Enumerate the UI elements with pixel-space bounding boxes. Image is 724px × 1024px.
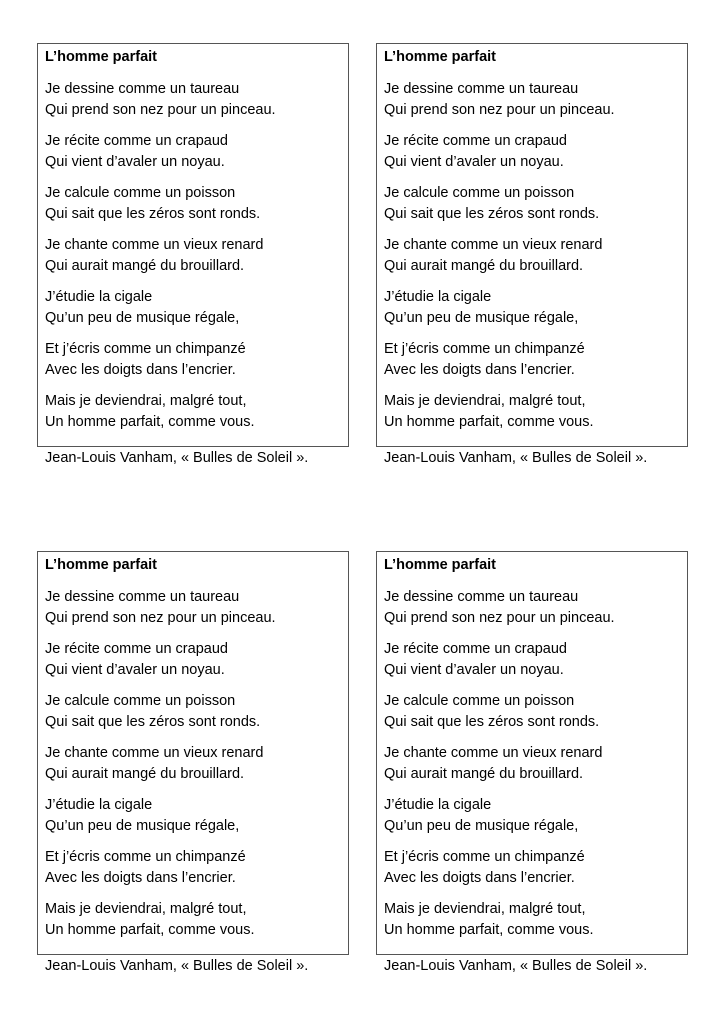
poem-line: Qui vient d’avaler un noyau. bbox=[45, 662, 225, 678]
poem-line: Je calcule comme un poisson bbox=[384, 185, 575, 201]
stanza bbox=[45, 235, 342, 277]
poem-credit: Jean-Louis Vanham, « Bulles de Soleil ». bbox=[384, 450, 648, 466]
stanza bbox=[384, 899, 681, 941]
poem-line: Qui aurait mangé du brouillard. bbox=[45, 258, 245, 274]
stanza bbox=[45, 131, 342, 173]
poem-credit: Jean-Louis Vanham, « Bulles de Soleil ». bbox=[45, 958, 309, 974]
stanza bbox=[384, 587, 681, 629]
poem-line: Mais je deviendrai, malgré tout, bbox=[45, 901, 247, 917]
poem-line: Je chante comme un vieux renard bbox=[384, 237, 603, 253]
stanza bbox=[45, 587, 342, 629]
poem-line: Un homme parfait, comme vous. bbox=[384, 414, 594, 430]
stanza bbox=[45, 899, 342, 941]
poem-line: Je dessine comme un taureau bbox=[45, 81, 240, 97]
stanza bbox=[384, 795, 681, 837]
stanza bbox=[45, 183, 342, 225]
poem-line: Qui sait que les zéros sont ronds. bbox=[45, 206, 261, 222]
stanza bbox=[45, 639, 342, 681]
stanza bbox=[45, 743, 342, 785]
poem-line: Je chante comme un vieux renard bbox=[45, 237, 264, 253]
poem-line: Qu’un peu de musique régale, bbox=[45, 818, 240, 834]
stanza bbox=[384, 183, 681, 225]
poem-title: L’homme parfait bbox=[384, 557, 496, 573]
poem-line: Qu’un peu de musique régale, bbox=[45, 310, 240, 326]
stanza bbox=[384, 847, 681, 889]
poem-line: Qui aurait mangé du brouillard. bbox=[45, 766, 245, 782]
poem-line: Qui sait que les zéros sont ronds. bbox=[384, 714, 600, 730]
poem-line: Qui aurait mangé du brouillard. bbox=[384, 766, 584, 782]
poem-credit: Jean-Louis Vanham, « Bulles de Soleil ». bbox=[384, 958, 648, 974]
poem-card bbox=[376, 551, 688, 974]
poem-line: Avec les doigts dans l’encrier. bbox=[45, 362, 236, 378]
poem-line: Avec les doigts dans l’encrier. bbox=[384, 362, 575, 378]
poem-line: J’étudie la cigale bbox=[45, 289, 153, 305]
poem-line: Qui sait que les zéros sont ronds. bbox=[45, 714, 261, 730]
poem-line: Je récite comme un crapaud bbox=[384, 133, 567, 149]
poem-line: Qui prend son nez pour un pinceau. bbox=[384, 610, 615, 626]
stanza bbox=[45, 691, 342, 733]
stanza bbox=[45, 339, 342, 381]
poem-line: Je dessine comme un taureau bbox=[384, 81, 579, 97]
poem-credit: Jean-Louis Vanham, « Bulles de Soleil ». bbox=[45, 450, 309, 466]
poem-line: Je récite comme un crapaud bbox=[45, 641, 228, 657]
poem-line: J’étudie la cigale bbox=[384, 289, 492, 305]
poem-line: Je dessine comme un taureau bbox=[384, 589, 579, 605]
poem-line: Un homme parfait, comme vous. bbox=[45, 414, 255, 430]
poem-line: Je calcule comme un poisson bbox=[45, 693, 236, 709]
stanza bbox=[45, 79, 342, 121]
poem-line: Qui prend son nez pour un pinceau. bbox=[45, 610, 276, 626]
poem-line: Je calcule comme un poisson bbox=[384, 693, 575, 709]
poem-line: Mais je deviendrai, malgré tout, bbox=[384, 393, 586, 409]
stanza bbox=[45, 795, 342, 837]
stanza bbox=[384, 391, 681, 433]
poem-line: Qui sait que les zéros sont ronds. bbox=[384, 206, 600, 222]
poem-line: Mais je deviendrai, malgré tout, bbox=[45, 393, 247, 409]
poem-line: Je récite comme un crapaud bbox=[45, 133, 228, 149]
stanza bbox=[384, 743, 681, 785]
poem-line: Je dessine comme un taureau bbox=[45, 589, 240, 605]
poem-line: Et j’écris comme un chimpanzé bbox=[384, 849, 585, 865]
poem-line: Qu’un peu de musique régale, bbox=[384, 310, 579, 326]
poem-line: Je calcule comme un poisson bbox=[45, 185, 236, 201]
poem-line: Un homme parfait, comme vous. bbox=[384, 922, 594, 938]
poem-line: Et j’écris comme un chimpanzé bbox=[45, 849, 246, 865]
poem-line: Qui vient d’avaler un noyau. bbox=[384, 154, 564, 170]
poem-title: L’homme parfait bbox=[45, 557, 157, 573]
stanza bbox=[45, 847, 342, 889]
poem-line: Qui prend son nez pour un pinceau. bbox=[45, 102, 276, 118]
poem-line: Qui aurait mangé du brouillard. bbox=[384, 258, 584, 274]
poem-title: L’homme parfait bbox=[45, 49, 157, 65]
stanza bbox=[384, 639, 681, 681]
poem-line: Qui vient d’avaler un noyau. bbox=[384, 662, 564, 678]
poem-line: Je chante comme un vieux renard bbox=[45, 745, 264, 761]
poem-line: Mais je deviendrai, malgré tout, bbox=[384, 901, 586, 917]
poem-line: J’étudie la cigale bbox=[45, 797, 153, 813]
stanza bbox=[384, 131, 681, 173]
poem-line: Je récite comme un crapaud bbox=[384, 641, 567, 657]
poem-line: Un homme parfait, comme vous. bbox=[45, 922, 255, 938]
poem-line: Avec les doigts dans l’encrier. bbox=[45, 870, 236, 886]
poem-line: J’étudie la cigale bbox=[384, 797, 492, 813]
stanza bbox=[384, 691, 681, 733]
poem-line: Et j’écris comme un chimpanzé bbox=[45, 341, 246, 357]
poem-line: Et j’écris comme un chimpanzé bbox=[384, 341, 585, 357]
stanza bbox=[384, 79, 681, 121]
poem-line: Qui vient d’avaler un noyau. bbox=[45, 154, 225, 170]
stanza bbox=[384, 339, 681, 381]
poem-card bbox=[37, 551, 349, 974]
poem-card bbox=[37, 43, 349, 466]
stanza bbox=[384, 235, 681, 277]
stanza bbox=[45, 287, 342, 329]
poem-line: Je chante comme un vieux renard bbox=[384, 745, 603, 761]
poem-line: Qui prend son nez pour un pinceau. bbox=[384, 102, 615, 118]
poem-line: Avec les doigts dans l’encrier. bbox=[384, 870, 575, 886]
poem-card bbox=[376, 43, 688, 466]
stanza bbox=[45, 391, 342, 433]
poem-title: L’homme parfait bbox=[384, 49, 496, 65]
poem-line: Qu’un peu de musique régale, bbox=[384, 818, 579, 834]
stanza bbox=[384, 287, 681, 329]
